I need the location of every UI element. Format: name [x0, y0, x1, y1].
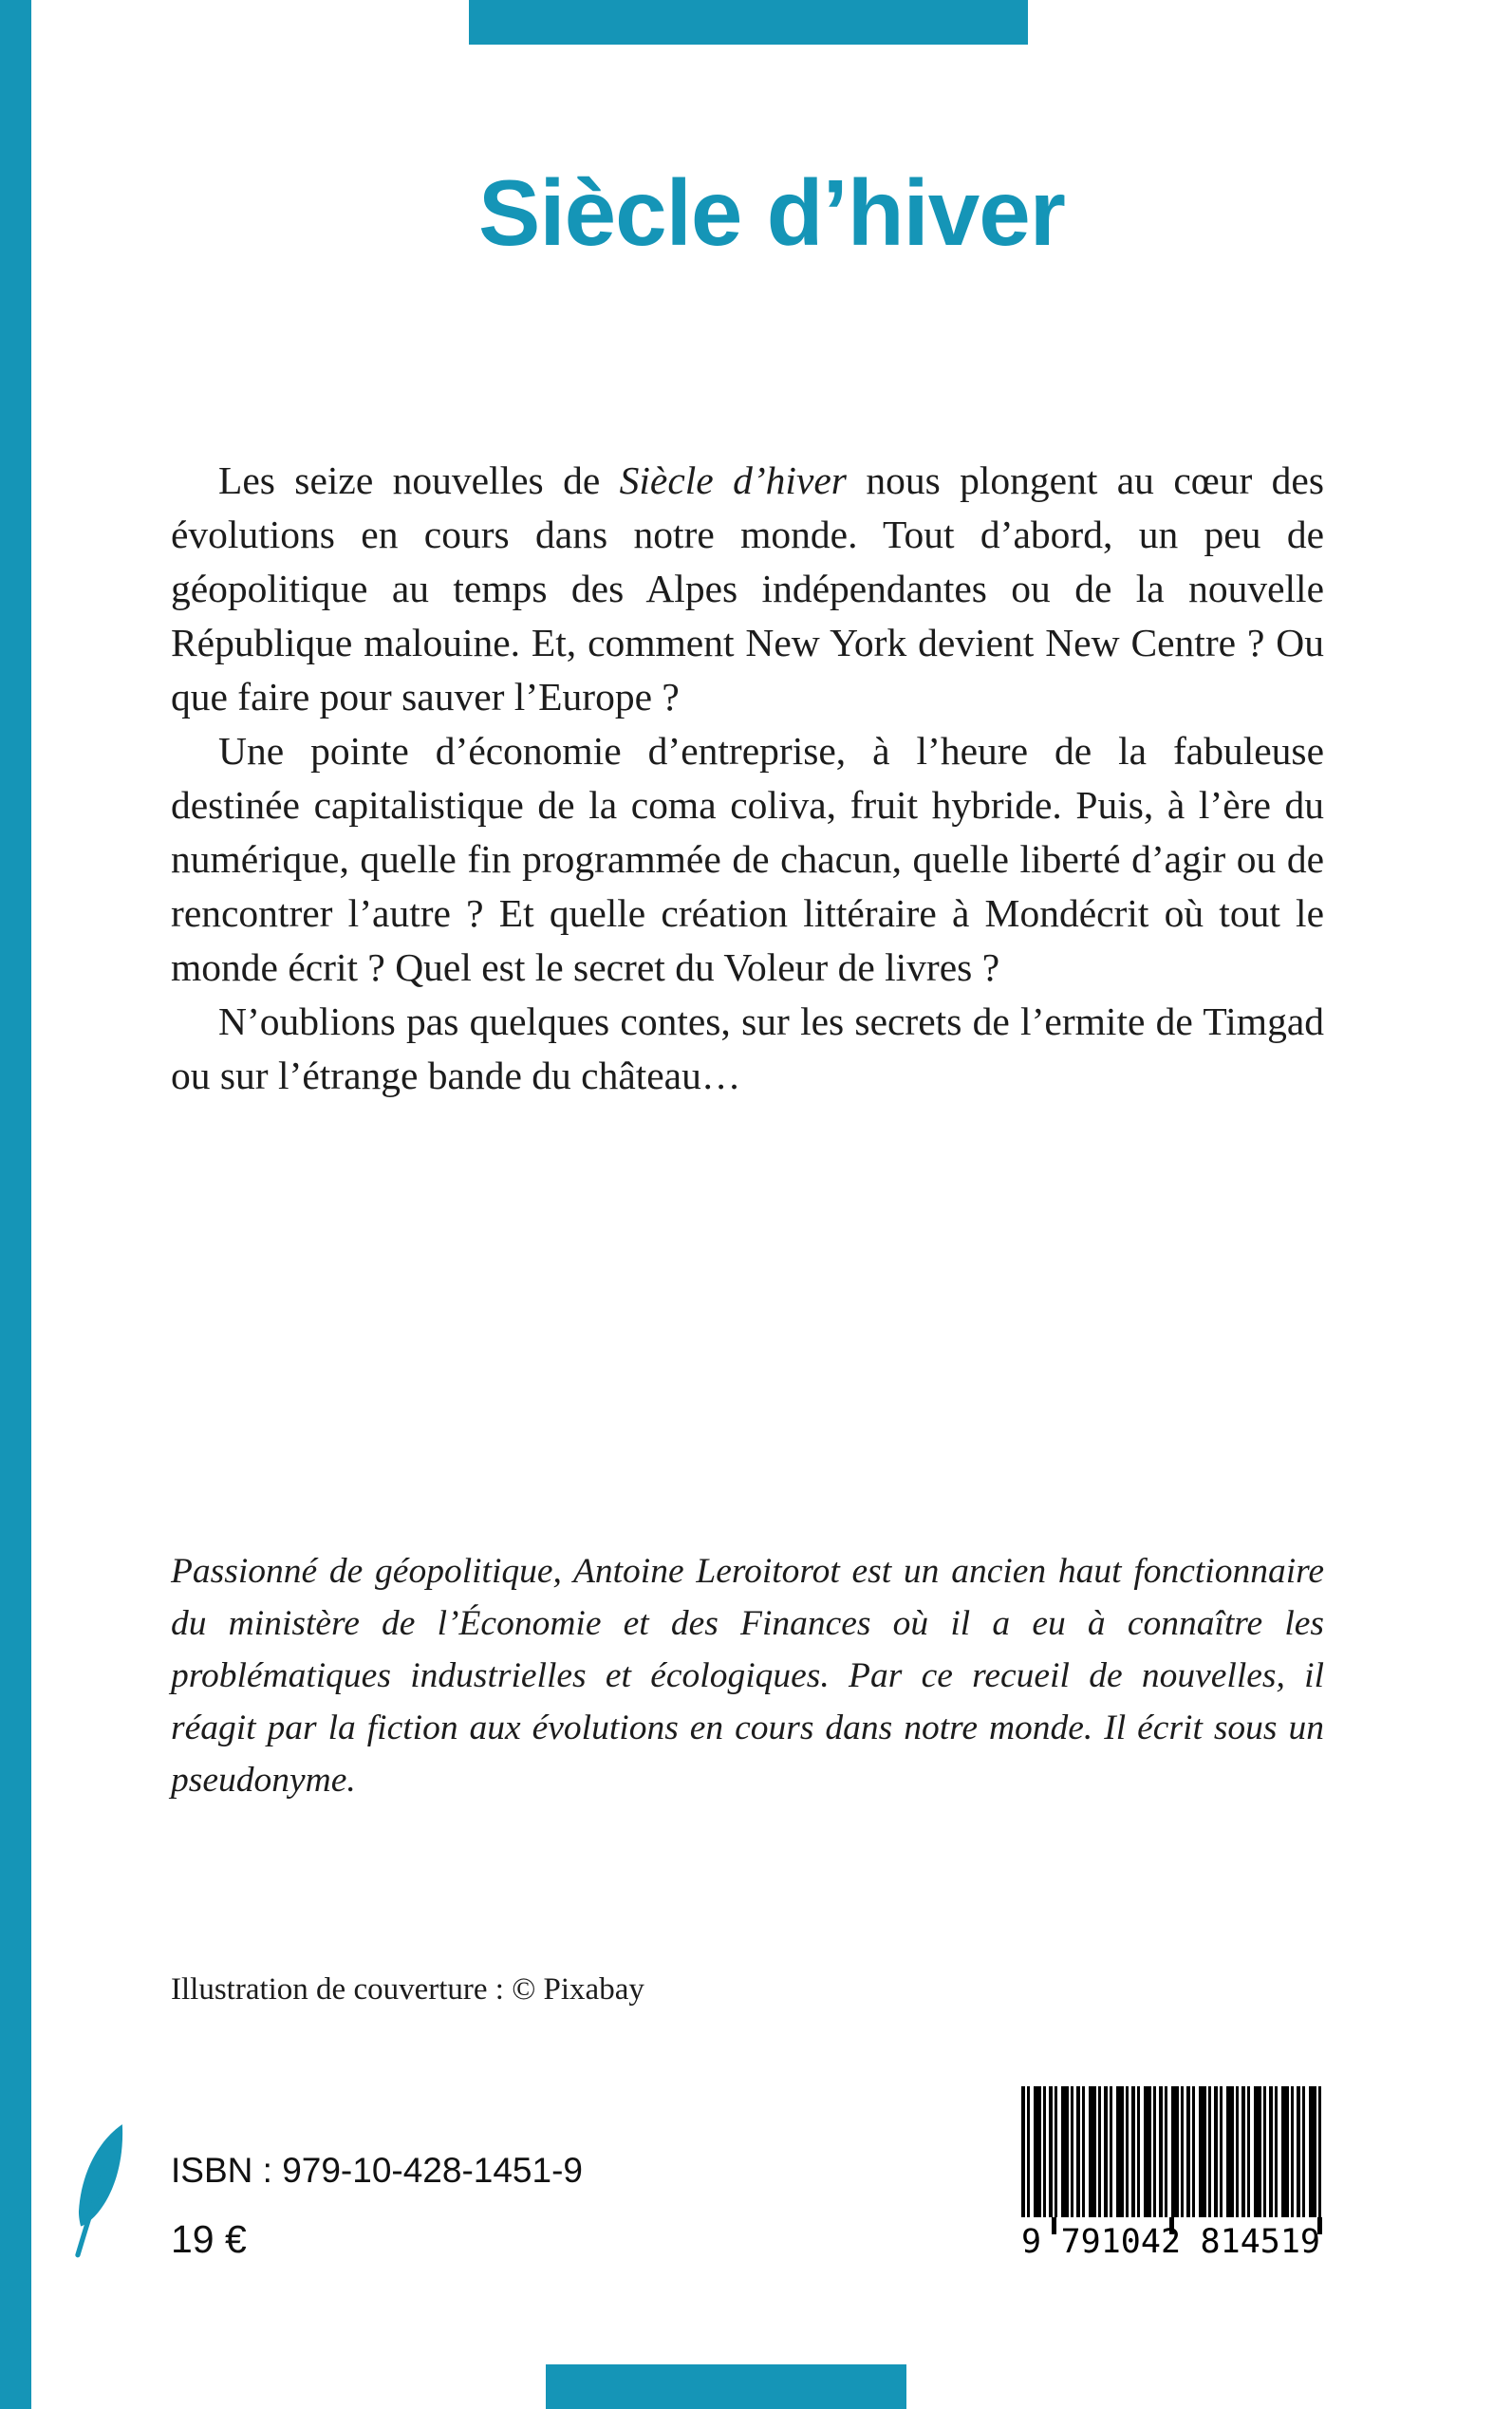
- barcode-digit-lead: 9: [1021, 2223, 1042, 2261]
- author-bio: Passionné de géopolitique, Antoine Leroitorot est un ancien haut fonctionnaire du ministère de l’Économie et des Finances où il a eu à connaître les problématiques industrielles et écologiques. Par ce recueil de nouvelles, il réagit par la fiction aux évolutions en cours dans notre monde. Il écrit sous un pseudonyme.: [171, 1552, 1324, 1800]
- price-text: 19 €: [171, 2217, 247, 2261]
- synopsis-text: nous plongent au cœur des évolutions en cours dans notre monde. Tout d’abord, un peu de géopolitique au temps des Alpes indépendantes ou de la nouvelle République malouine. Et, comment New York devient New Centre ? Ou que faire pour sauver l’Europe ?: [171, 458, 1324, 719]
- book-title: Siècle d’hiver: [478, 160, 1065, 265]
- synopsis-paragraph: Une pointe d’économie d’entreprise, à l’heure de la fabuleuse destinée capitalistique de la coma coliva, fruit hybride. Puis, à l’ère du numérique, quelle fin programmée de chacun, quelle liberté d’agir ou de rencontrer l’autre ? Et quelle création littéraire à Mondécrit où tout le monde écrit ? Quel est le secret du Voleur de livres ?: [171, 729, 1324, 989]
- feather-quill-icon: [70, 2122, 135, 2261]
- barcode-digit-group: 791042: [1060, 2223, 1182, 2261]
- synopsis-paragraph: [171, 454, 1324, 724]
- spine-accent-strip: [0, 0, 31, 2409]
- bottom-accent-bar: [546, 2364, 906, 2409]
- top-accent-bar: [469, 0, 1028, 45]
- synopsis-book-title: Siècle d’hiver: [619, 458, 847, 502]
- barcode-bars: [1021, 2086, 1322, 2217]
- barcode-number: [1021, 2219, 1320, 2261]
- synopsis-block: [171, 454, 1324, 1103]
- isbn-text: ISBN : 979-10-428-1451-9: [171, 2151, 583, 2190]
- cover-illustration-credit: Illustration de couverture : © Pixabay: [171, 1972, 644, 2007]
- synopsis-paragraph: N’oublions pas quelques contes, sur les secrets de l’ermite de Timgad ou sur l’étrange bande du château…: [171, 999, 1324, 1097]
- barcode-digit-group: 814519: [1200, 2223, 1320, 2261]
- barcode: [1021, 2086, 1322, 2263]
- synopsis-text: Les seize nouvelles de: [218, 458, 620, 502]
